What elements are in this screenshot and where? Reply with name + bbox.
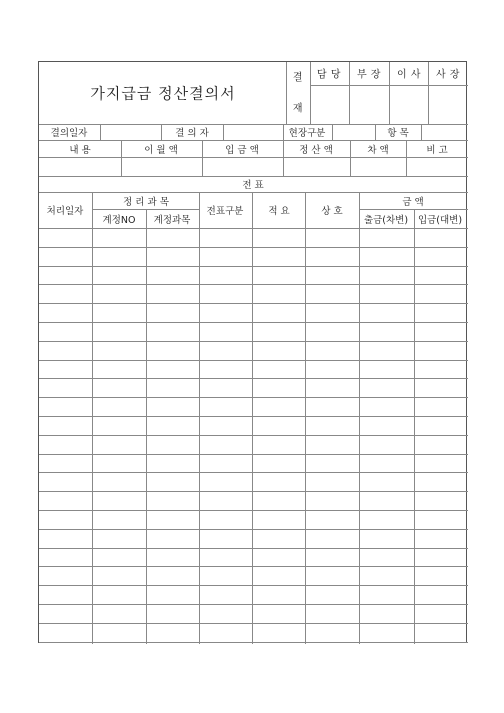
settlement-divider bbox=[350, 140, 351, 176]
ledger-header-bottom bbox=[39, 228, 468, 229]
ledger-row-line bbox=[39, 397, 468, 398]
approval-header-line bbox=[310, 85, 468, 86]
ledger-row-line bbox=[39, 360, 468, 361]
approval-col-2: 이 사 bbox=[397, 69, 421, 81]
info-row-divider bbox=[421, 124, 422, 140]
info-row-divider bbox=[283, 124, 284, 140]
approval-label-bottom: 재 bbox=[292, 103, 304, 115]
expense-head: 출금(차변) bbox=[363, 215, 409, 226]
ledger-row-line bbox=[39, 266, 468, 267]
ledger-row-line bbox=[39, 529, 468, 530]
approval-col-divider bbox=[349, 62, 350, 124]
settlement-head-4: 차 액 bbox=[367, 145, 389, 156]
ledger-row-line bbox=[39, 510, 468, 511]
ledger-row-line bbox=[39, 585, 468, 586]
account-group-head: 정 리 과 목 bbox=[123, 197, 169, 208]
ledger-row-line bbox=[39, 491, 468, 492]
ledger-row-line bbox=[39, 623, 468, 624]
settlement-head-5: 비 고 bbox=[426, 145, 448, 156]
ledger-row-line bbox=[39, 548, 468, 549]
ledger-col bbox=[146, 209, 147, 228]
approval-col-1: 부 장 bbox=[357, 69, 381, 81]
voucher-title-bottom bbox=[39, 192, 468, 193]
ledger-row-line bbox=[39, 284, 468, 285]
ledger-row-line bbox=[39, 642, 468, 643]
settlement-divider bbox=[121, 140, 122, 176]
item-label: 항 목 bbox=[387, 128, 409, 139]
ledger-col bbox=[414, 209, 415, 228]
ledger-row-line bbox=[39, 604, 468, 605]
ledger-row-line bbox=[39, 566, 468, 567]
ledger-row-line bbox=[39, 454, 468, 455]
approval-box-left bbox=[286, 62, 287, 124]
voucher-type-head: 전표구분 bbox=[206, 206, 244, 217]
ledger-row-line bbox=[39, 303, 468, 304]
trade-name-head: 상 호 bbox=[321, 206, 343, 217]
info-row-bottom bbox=[39, 140, 468, 141]
info-row-divider bbox=[161, 124, 162, 140]
approval-col-0: 담 당 bbox=[317, 69, 341, 81]
ledger-row-line bbox=[39, 435, 468, 436]
settlement-head-1: 이 월 액 bbox=[144, 145, 178, 156]
summary-head: 적 요 bbox=[268, 206, 290, 217]
ledger-col bbox=[92, 192, 93, 228]
settlement-header-bottom bbox=[39, 157, 468, 158]
voucher-title: 전 표 bbox=[242, 180, 264, 191]
approval-col-divider bbox=[389, 62, 390, 124]
ledger-col bbox=[252, 192, 253, 228]
ledger-body-col bbox=[359, 228, 360, 644]
approval-label-top: 결 bbox=[292, 72, 304, 84]
info-row-divider bbox=[100, 124, 101, 140]
ledger-row-line bbox=[39, 341, 468, 342]
income-head: 입금(대변) bbox=[417, 215, 463, 226]
ledger-row-line bbox=[39, 472, 468, 473]
ledger-body-col bbox=[199, 228, 200, 644]
settlement-divider bbox=[202, 140, 203, 176]
ledger-col bbox=[305, 192, 306, 228]
ledger-body-col bbox=[252, 228, 253, 644]
site-label: 현장구분 bbox=[288, 128, 326, 139]
ledger-row-line bbox=[39, 378, 468, 379]
ledger-col bbox=[359, 192, 360, 228]
date-label: 결의일자 bbox=[50, 128, 88, 139]
settlement-head-0: 내 용 bbox=[69, 145, 91, 156]
approval-col-3: 사 장 bbox=[436, 69, 460, 81]
ledger-row-line bbox=[39, 247, 468, 248]
account-no-head: 계정NO bbox=[102, 215, 136, 226]
ledger-body-col bbox=[146, 228, 147, 644]
settlement-form bbox=[38, 61, 467, 643]
info-row-divider bbox=[332, 124, 333, 140]
ledger-body-col bbox=[414, 228, 415, 644]
approval-label-divider bbox=[310, 62, 311, 124]
date-col-head: 처리일자 bbox=[46, 206, 84, 217]
ledger-row-line bbox=[39, 416, 468, 417]
ledger-body-col bbox=[305, 228, 306, 644]
ledger-row-line bbox=[39, 322, 468, 323]
approval-col-divider bbox=[428, 62, 429, 124]
settlement-divider bbox=[283, 140, 284, 176]
settlement-divider bbox=[406, 140, 407, 176]
account-name-head: 계정과목 bbox=[153, 215, 191, 226]
page-title: 가지급금 정산결의서 bbox=[90, 84, 236, 103]
settlement-head-2: 입 금 액 bbox=[225, 145, 259, 156]
ledger-body-col bbox=[92, 228, 93, 644]
info-row-divider bbox=[375, 124, 376, 140]
settlement-head-3: 정 산 액 bbox=[299, 145, 333, 156]
person-label: 결 의 자 bbox=[175, 128, 209, 139]
info-row-divider bbox=[223, 124, 224, 140]
ledger-col bbox=[199, 192, 200, 228]
amount-group-head: 금 액 bbox=[402, 197, 424, 208]
